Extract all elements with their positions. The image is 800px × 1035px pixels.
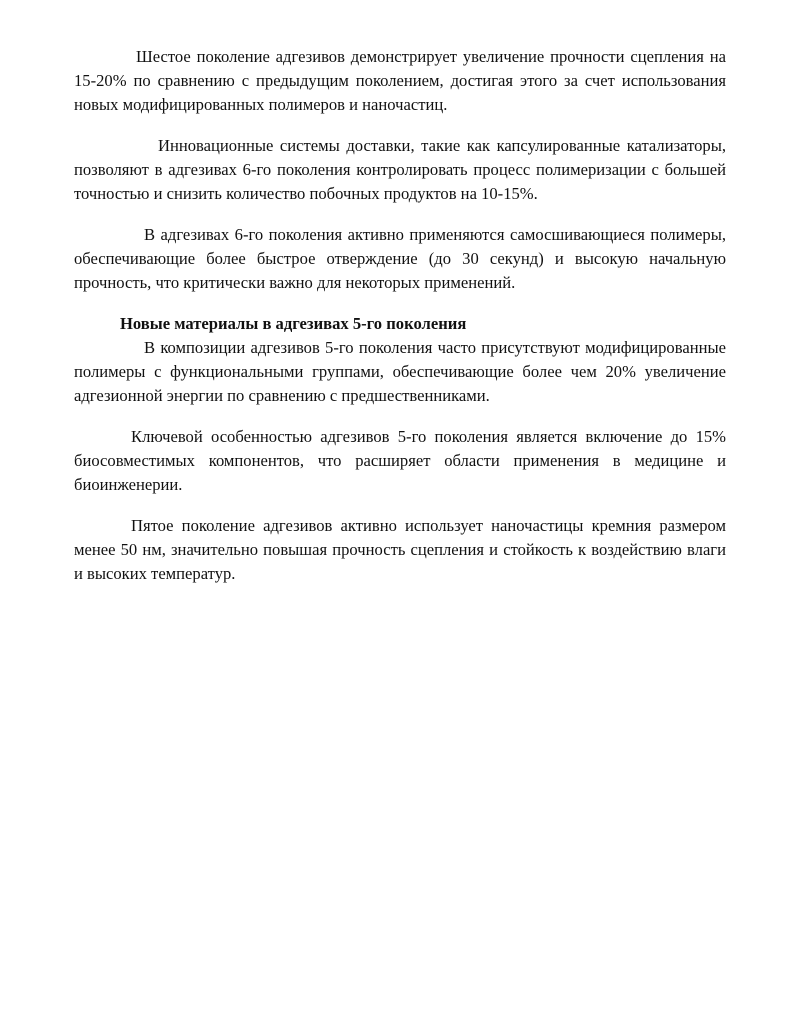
document-body bbox=[74, 45, 726, 586]
paragraph-self-crosslinking: В адгезивах 6-го поколения активно применяются самосшивающиеся полимеры, обеспечивающие более быстрое отверждение (до 30 секунд) и высокую начальную прочность, что критически важно для некоторых применений. bbox=[74, 225, 726, 292]
section-heading: Новые материалы в адгезивах 5-го поколения bbox=[120, 314, 467, 333]
paragraph-modified-polymers: В композиции адгезивов 5-го поколения часто присутствуют модифицированные полимеры с функциональными группами, обеспечивающие более чем 20% увеличение адгезионной энергии по сравнению с предшественниками. bbox=[74, 338, 726, 405]
paragraph-sixth-gen-strength: Шестое поколение адгезивов демонстрирует увеличение прочности сцепления на 15-20% по сравнению с предыдущим поколением, достигая этого за счет использования новых модифицированных полимеров и наночастиц. bbox=[74, 47, 726, 114]
paragraph-delivery-systems: Инновационные системы доставки, такие как капсулированные катализаторы, позволяют в адгезивах 6-го поколения контролировать процесс полимеризации с большей точностью и снизить количество побочных продуктов на 10-15%. bbox=[74, 136, 726, 203]
paragraph-biocompatible: Ключевой особенностью адгезивов 5-го поколения является включение до 15% биосовместимых компонентов, что расширяет области применения в медицине и биоинженерии. bbox=[74, 427, 726, 494]
paragraph-silicon-nanoparticles: Пятое поколение адгезивов активно использует наночастицы кремния размером менее 50 нм, значительно повышая прочность сцепления и стойкость к воздействию влаги и высоких температур. bbox=[74, 516, 726, 583]
